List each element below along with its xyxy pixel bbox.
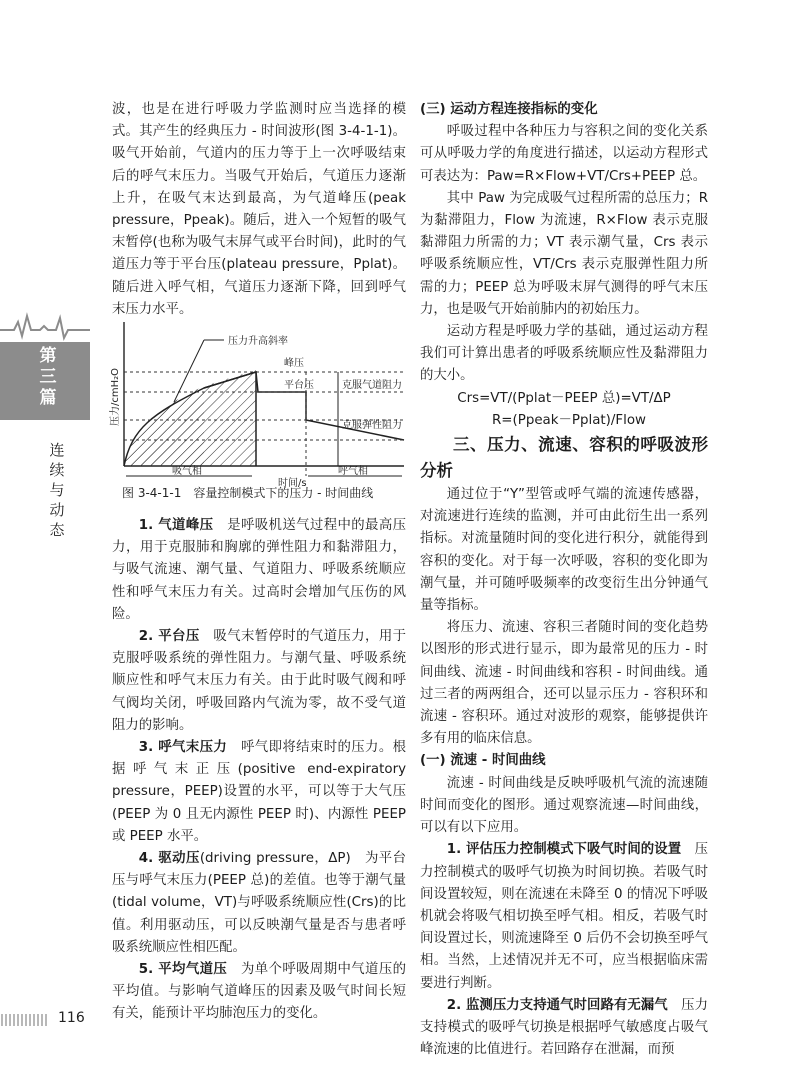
list-item: 5. 平均气道压 为单个呼吸周期中气道压的平均值。与影响气道峰压的因素及吸气时间长短有关，能预计平均肺泡压力的变化。 bbox=[112, 962, 407, 1022]
list-item: 2. 平台压 吸气末暂停时的气道压力，用于克服呼吸系统的弹性阻力。与潮气量、呼吸系统顺应性和呼气末压力有关。由于此时吸气阀和呼气阀均关闭，呼吸回路内气流为零，故不受气道阻力的影响。 bbox=[112, 629, 407, 733]
section-heading: 三、压力、流速、容积的呼吸波形分析 bbox=[420, 435, 708, 481]
list-item: 4. 驱动压(driving pressure，ΔP) 为平台压与呼气末压力(PEEP 总)的差值。也等于潮气量(tidal volume，VT)与呼吸系统顺应性(Crs)的比值。利用驱动压，可以反映潮气量是否与患者呼吸系统顺应性相匹配。 bbox=[112, 851, 406, 955]
label-yaxis: 压力/cmH₂O bbox=[110, 367, 121, 426]
label-exp: 呼气相 bbox=[338, 466, 368, 477]
right-column bbox=[420, 99, 708, 1061]
chapter-title: 连续与动态 bbox=[49, 441, 65, 539]
subheading-flow: (一) 流速 - 时间曲线 bbox=[420, 753, 546, 769]
label-plateau: 平台压 bbox=[284, 380, 314, 391]
left-column-items bbox=[112, 515, 406, 1026]
paragraph: 波，也是在进行呼吸力学监测时应当选择的模式。其产生的经典压力 - 时间波形(图 3-4-1-1)。吸气开始前，气道内的压力等于上一次呼吸结束后的呼气末压力。当吸气开始后，气道压力逐渐上升，在吸气末达到最高，为气道峰压(peak pressure，Ppeak)。随后，进入一个短暂的吸气末暂停(也称为吸气末屏气或平台时间)，此时的气道压力等于平台压(plateau pressure，Pplat)。随后进入呼气相，气道压力逐渐下降，回到呼气末压力水平。 bbox=[112, 102, 406, 317]
label-slope: 压力升高斜率 bbox=[228, 336, 288, 347]
pressure-time-figure bbox=[112, 316, 412, 506]
label-xaxis: 时间/s bbox=[278, 478, 307, 489]
equation-r: R=(Ppeak－Pplat)/Flow bbox=[492, 412, 646, 428]
paragraph: 运动方程是呼吸力学的基础，通过运动方程我们可计算出患者的呼吸系统顺应性及黏滞阻力的大小。 bbox=[420, 324, 708, 384]
list-item: 2. 监测压力支持通气时回路有无漏气 压力支持模式的吸呼气切换是根据呼气敏感度占吸气峰流速的比值进行。若回路存在泄漏，而预 bbox=[420, 997, 709, 1058]
list-item: 1. 评估压力控制模式下吸气时间的设置 压力控制模式的吸呼气切换为时间切换。若吸气时间设置较短，则在流速在未降至 0 的情况下呼吸机就会将吸气相切换至呼气相。相反，若吸气时间设置过长，则流速降至 0 后仍不会切换至呼气相。当然，上述情况并无不可，应当根据临床需要进行判断。 bbox=[420, 842, 709, 991]
paragraph: 将压力、流速、容积三者随时间的变化趋势以图形的形式进行显示，即为最常见的压力 - 时间曲线、流速 - 时间曲线和容积 - 时间曲线。通过三者的两两组合，还可以显示压力 - 容积环和流速 - 容积环。通过对波形的观察，能够提供许多有用的临床信息。 bbox=[420, 620, 708, 747]
label-elastic: 克服弹性阻力 bbox=[342, 420, 402, 431]
paragraph: 其中 Paw 为完成吸气过程所需的总压力；R 为黏滞阻力，Flow 为流速，R×Flow 表示克服黏滞阻力所需的力；VT 表示潮气量，Crs 表示呼吸系统顺应性，VT/Crs 表示克服弹性阻力所需的力；PEEP 总为呼吸末屏气测得的呼气末压力，也是吸气开始前肺内的初始压力。 bbox=[420, 190, 708, 317]
figure-caption: 图 3-4-1-1 容量控制模式下的压力 - 时间曲线 bbox=[122, 486, 374, 500]
list-item: 3. 呼气末压力 呼气即将结束时的压力。根据呼气末正压(positive end-expiratory pressure，PEEP)设置的水平，可以等于大气压(PEEP 为 0 且无内源性 PEEP 时)、内源性 PEEP 或 PEEP 水平。 bbox=[112, 740, 407, 844]
list-item: 1. 气道峰压 是呼吸机送气过程中的最高压力，用于克服肺和胸廓的弹性阻力和黏滞阻力，与吸气流速、潮气量、气道阻力、呼吸系统顺应性和呼气末压力有关。过高时会增加气压伤的风险。 bbox=[112, 518, 407, 622]
label-resist: 克服气道阻力 bbox=[342, 380, 402, 391]
paragraph: 呼吸过程中各种压力与容积之间的变化关系可从呼吸力学的角度进行描述，以运动方程形式可表达为：Paw=R×Flow+VT/Crs+PEEP 总。 bbox=[420, 124, 708, 184]
page-number-decoration bbox=[0, 1012, 52, 1028]
left-column bbox=[112, 99, 406, 321]
paragraph: 通过位于“Y”型管或呼气端的流速传感器，对流速进行连续的监测，并可由此衍生出一系列指标。对流量随时间的变化进行积分，就能得到容积的变化。对于每一次呼吸，容积的变化即为潮气量，并可随呼吸频率的改变衍生出分钟通气量等指标。 bbox=[420, 487, 708, 614]
equation-crs: Crs=VT/(Pplat－PEEP 总)=VT/ΔP bbox=[457, 390, 671, 406]
paragraph: 流速 - 时间曲线是反映呼吸机气流的流速随时间而变化的图形。通过观察流速—时间曲线，可以有以下应用。 bbox=[420, 775, 708, 836]
label-insp: 吸气相 bbox=[172, 466, 202, 477]
subheading-motion: (三) 运动方程连接指标的变化 bbox=[420, 102, 598, 117]
sidebar-decoration bbox=[0, 308, 90, 344]
page-number: 116 bbox=[58, 1010, 85, 1026]
section-tab: 第三篇 bbox=[39, 346, 57, 408]
label-peak: 峰压 bbox=[284, 358, 304, 369]
